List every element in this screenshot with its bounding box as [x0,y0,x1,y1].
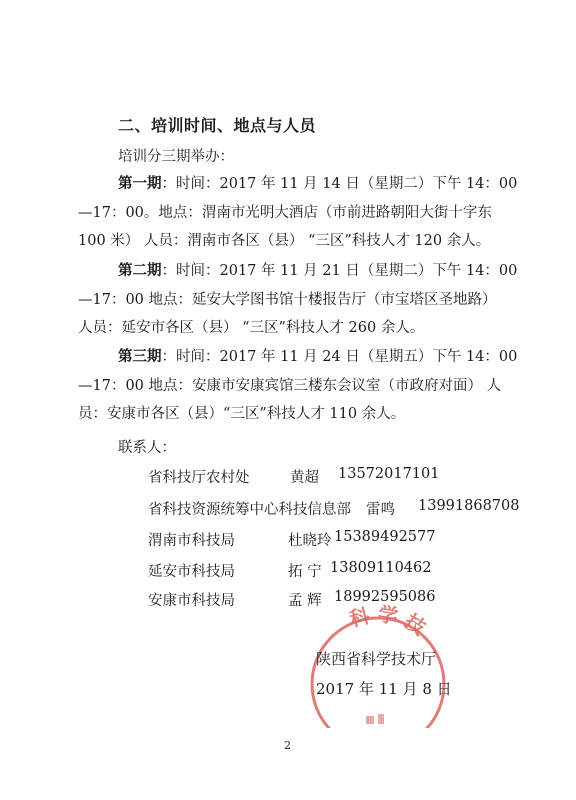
contact-org: 延安市科技局 [148,564,235,580]
session-3-paragraph [78,343,518,429]
contact-org: 省科技厅农村处 [148,470,250,486]
contact-phone: 13991868708 [418,498,520,514]
intro-text: 培训分三期举办： [118,149,234,165]
session-2-paragraph [78,257,518,343]
session-1-line-2: —17：00。地点：渭南市光明大酒店（市前进路朝阳大街十字东 [78,204,492,221]
session-1-label: 第一期 [118,176,162,192]
seal-text: 科学技 [346,601,436,644]
contact-name: 拓 宁 [288,564,322,580]
contact-org: 渭南市科技局 [148,533,235,549]
session-2-line-1: 第二期：时间：2017 年 11 月 21 日（星期二）下午 14：00 [118,263,518,279]
contact-phone: 13809110462 [330,560,432,576]
contact-org: 安康市科技局 [148,593,235,609]
contact-org: 省科技资源统筹中心科技信息部 [148,502,351,518]
contact-name: 杜晓玲 [288,533,332,549]
session-3-line-1: 第三期：时间：2017 年 11 月 24 日（星期五）下午 14：00 [118,349,518,365]
contact-name: 黄超 [290,470,319,486]
section-heading: 二、培训时间、地点与人员 [118,116,317,135]
signature-date: 2017 年 11 月 8 日 [316,680,452,698]
page-number: 2 [284,739,291,752]
session-3-label: 第三期 [118,349,162,365]
session-1-paragraph [78,170,518,256]
contact-phone: 18992595086 [334,589,436,605]
signature-organization: 陕西省科学技术厅 [316,650,437,668]
contact-phone: 15389492577 [334,529,436,545]
contacts-label: 联系人： [118,440,176,456]
session-1-line-1: 第一期：时间：2017 年 11 月 14 日（星期二）下午 14：00 [118,176,518,192]
session-2-line-3: 人员：延安市各区（县） “三区”科技人才 260 余人。 [78,320,425,336]
session-3-line-3: 员：安康市各区（县）“三区”科技人才 110 余人。 [78,406,406,422]
session-2-line-2: —17：00 地点：延安大学图书馆十楼报告厅（市宝塔区圣地路） [78,291,497,308]
session-1-line-3: 100 米） 人员：渭南市各区（县） “三区”科技人才 120 余人。 [78,233,491,249]
contact-name: 雷鸣 [366,502,395,518]
svg-text:科学技 [347,602,435,644]
session-2-label: 第二期 [118,263,162,279]
contact-phone: 13572017101 [338,466,440,482]
contact-name: 孟 辉 [288,593,322,609]
session-3-line-2: —17：00 地点：安康市安康宾馆三楼东会议室（市政府对面） 人 [78,377,502,394]
